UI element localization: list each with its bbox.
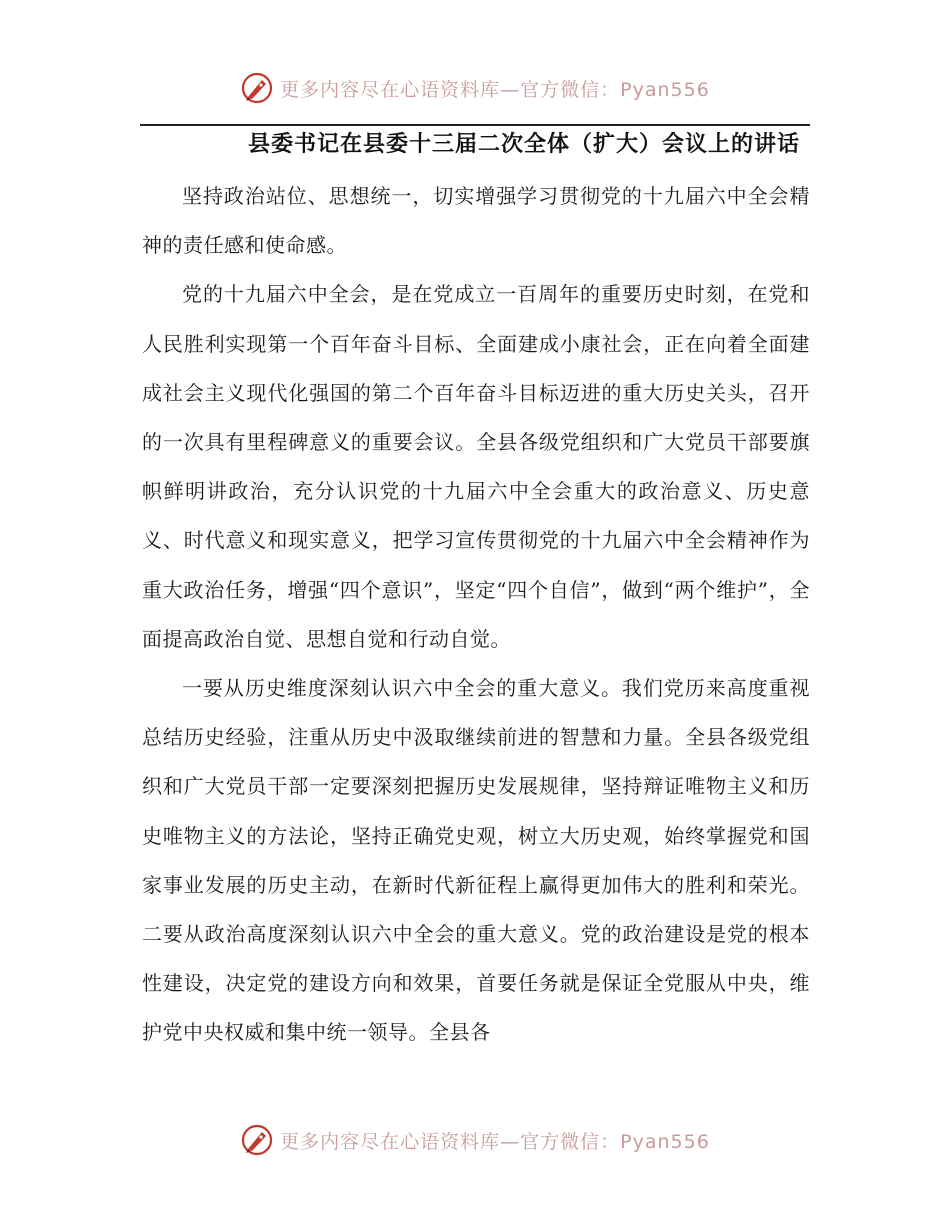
pen-nib-circle-icon (240, 1123, 274, 1157)
paragraph: 党的十九届六中全会，是在党成立一百周年的重要历史时刻，在党和人民胜利实现第一个百年奋斗目标、全面建成小康社会，正在向着全面建成社会主义现代化强国的第二个百年奋斗目标迈进的重大历史关头，召开的一次具有里程碑意义的重要会议。全县各级党组织和广大党员干部要旗帜鲜明讲政治，充分认识党的十九届六中全会重大的政治意义、历史意义、时代意义和现实意义，把学习宣传贯彻党的十九届六中全会精神作为重大政治任务，增强“四个意识”，坚定“四个自信”，做到“两个维护”，全面提高政治自觉、思想自觉和行动自觉。 (142, 282, 810, 651)
watermark-text: 更多内容尽在心语资料库—官方微信：Pyan556 (280, 78, 710, 101)
pen-nib-circle-icon (240, 71, 274, 105)
paragraph: 坚持政治站位、思想统一，切实增强学习贯彻党的十九届六中全会精神的责任感和使命感。 (142, 184, 810, 258)
footer-watermark (0, 1120, 950, 1160)
document-title: 县委书记在县委十三届二次全体（扩大）会议上的讲话 (247, 131, 800, 157)
header-watermark (0, 68, 950, 108)
header-rule (140, 124, 810, 126)
watermark-text: 更多内容尽在心语资料库—官方微信：Pyan556 (280, 1130, 710, 1153)
paragraph: 一要从历史维度深刻认识六中全会的重大意义。我们党历来高度重视总结历史经验，注重从历史中汲取继续前进的智慧和力量。全县各级党组织和广大党员干部一定要深刻把握历史发展规律，坚持辩证唯物主义和历史唯物主义的方法论，坚持正确党史观，树立大历史观，始终掌握党和国家事业发展的历史主动，在新时代新征程上赢得更加伟大的胜利和荣光。二要从政治高度深刻认识六中全会的重大意义。党的政治建设是党的根本性建设，决定党的建设方向和效果，首要任务就是保证全党服从中央，维护党中央权威和集中统一领导。全县各 (142, 676, 810, 1045)
document-body (142, 172, 810, 1058)
